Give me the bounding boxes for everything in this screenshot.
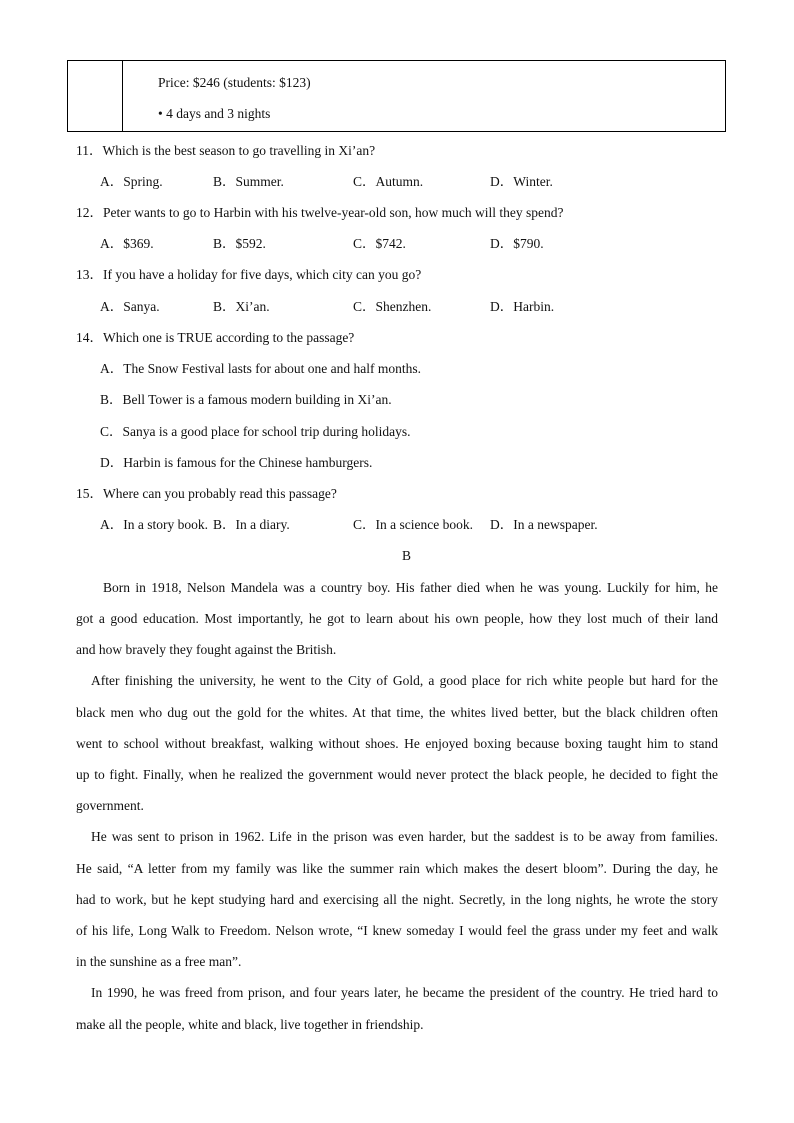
table-left-column — [68, 61, 123, 131]
paragraph-2-line-1: After finishing the university, he went to the City of Gold, a good place for rich white people but hard for the — [91, 673, 718, 688]
paragraph-2-line-3: went to school without breakfast, walking without shoes. He enjoyed boxing because boxing taught him to stand — [76, 736, 718, 751]
q13-option-d: D．Harbin. — [490, 299, 555, 314]
q14-option-b: B．Bell Tower is a famous modern building in Xi’an. — [100, 392, 392, 407]
paragraph-1-line-1: Born in 1918, Nelson Mandela was a country boy. His father died when he was young. Luckily for him, he — [103, 580, 718, 595]
question-14: 14．Which one is TRUE according to the passage? — [76, 330, 355, 345]
q15-option-a: A．In a story book. — [100, 517, 208, 532]
q12-option-c: C．$742. — [353, 236, 406, 251]
paragraph-3-line-5: in the sunshine as a free man”. — [76, 954, 242, 969]
q15-option-b: B．In a diary. — [213, 517, 290, 532]
q11-option-b: B．Summer. — [213, 174, 284, 189]
paragraph-1-line-3: and how bravely they fought against the British. — [76, 642, 337, 657]
question-12: 12．Peter wants to go to Harbin with his twelve-year-old son, how much will they spend? — [76, 205, 564, 220]
q11-option-a: A．Spring. — [100, 174, 163, 189]
q15-option-d: D．In a newspaper. — [490, 517, 598, 532]
q14-option-d: D．Harbin is famous for the Chinese hamburgers. — [100, 455, 373, 470]
paragraph-3-line-2: He said, “A letter from my family was like the summer rain which makes the desert bloom”. During the day, he — [76, 861, 718, 876]
q11-option-c: C．Autumn. — [353, 174, 424, 189]
paragraph-1-line-2: got a good education. Most importantly, he got to learn about his own people, how they lost much of their land — [76, 611, 718, 626]
question-11: 11．Which is the best season to go travelling in Xi’an? — [76, 143, 376, 158]
paragraph-3-line-4: of his life, Long Walk to Freedom. Nelson wrote, “I knew someday I would feel the grass under my feet and walk — [76, 923, 718, 938]
question-15: 15．Where can you probably read this passage? — [76, 486, 337, 501]
q14-option-c: C．Sanya is a good place for school trip during holidays. — [100, 424, 411, 439]
section-b-title: B — [402, 548, 412, 563]
q12-option-b: B．$592. — [213, 236, 266, 251]
q12-option-d: D．$790. — [490, 236, 544, 251]
question-13: 13．If you have a holiday for five days, which city can you go? — [76, 267, 422, 282]
q12-option-a: A．$369. — [100, 236, 154, 251]
paragraph-4-line-1: In 1990, he was freed from prison, and four years later, he became the president of the country. He tried hard to — [91, 985, 718, 1000]
paragraph-2-line-4: up to fight. Finally, when he realized the government would never protect the black people, he decided to fight the — [76, 767, 718, 782]
paragraph-3-line-1: He was sent to prison in 1962. Life in the prison was even harder, but the saddest is to be away from families. — [91, 829, 718, 844]
q15-option-c: C．In a science book. — [353, 517, 473, 532]
q11-option-d: D．Winter. — [490, 174, 553, 189]
duration-text: • 4 days and 3 nights — [158, 106, 271, 121]
q13-option-c: C．Shenzhen. — [353, 299, 432, 314]
paragraph-4-line-2: make all the people, white and black, live together in friendship. — [76, 1017, 424, 1032]
paragraph-2-line-2: black men who dug out the gold for the whites. At that time, the whites lived better, but the black children often — [76, 705, 718, 720]
tour-info-table — [67, 60, 726, 132]
q13-option-a: A．Sanya. — [100, 299, 160, 314]
paragraph-3-line-3: had to work, but he kept studying hard and exercising all the night. Secretly, in the long nights, he wrote the story — [76, 892, 718, 907]
paragraph-2-line-5: government. — [76, 798, 144, 813]
q13-option-b: B．Xi’an. — [213, 299, 270, 314]
q14-option-a: A．The Snow Festival lasts for about one and half months. — [100, 361, 421, 376]
price-text: Price: $246 (students: $123) — [158, 75, 311, 90]
